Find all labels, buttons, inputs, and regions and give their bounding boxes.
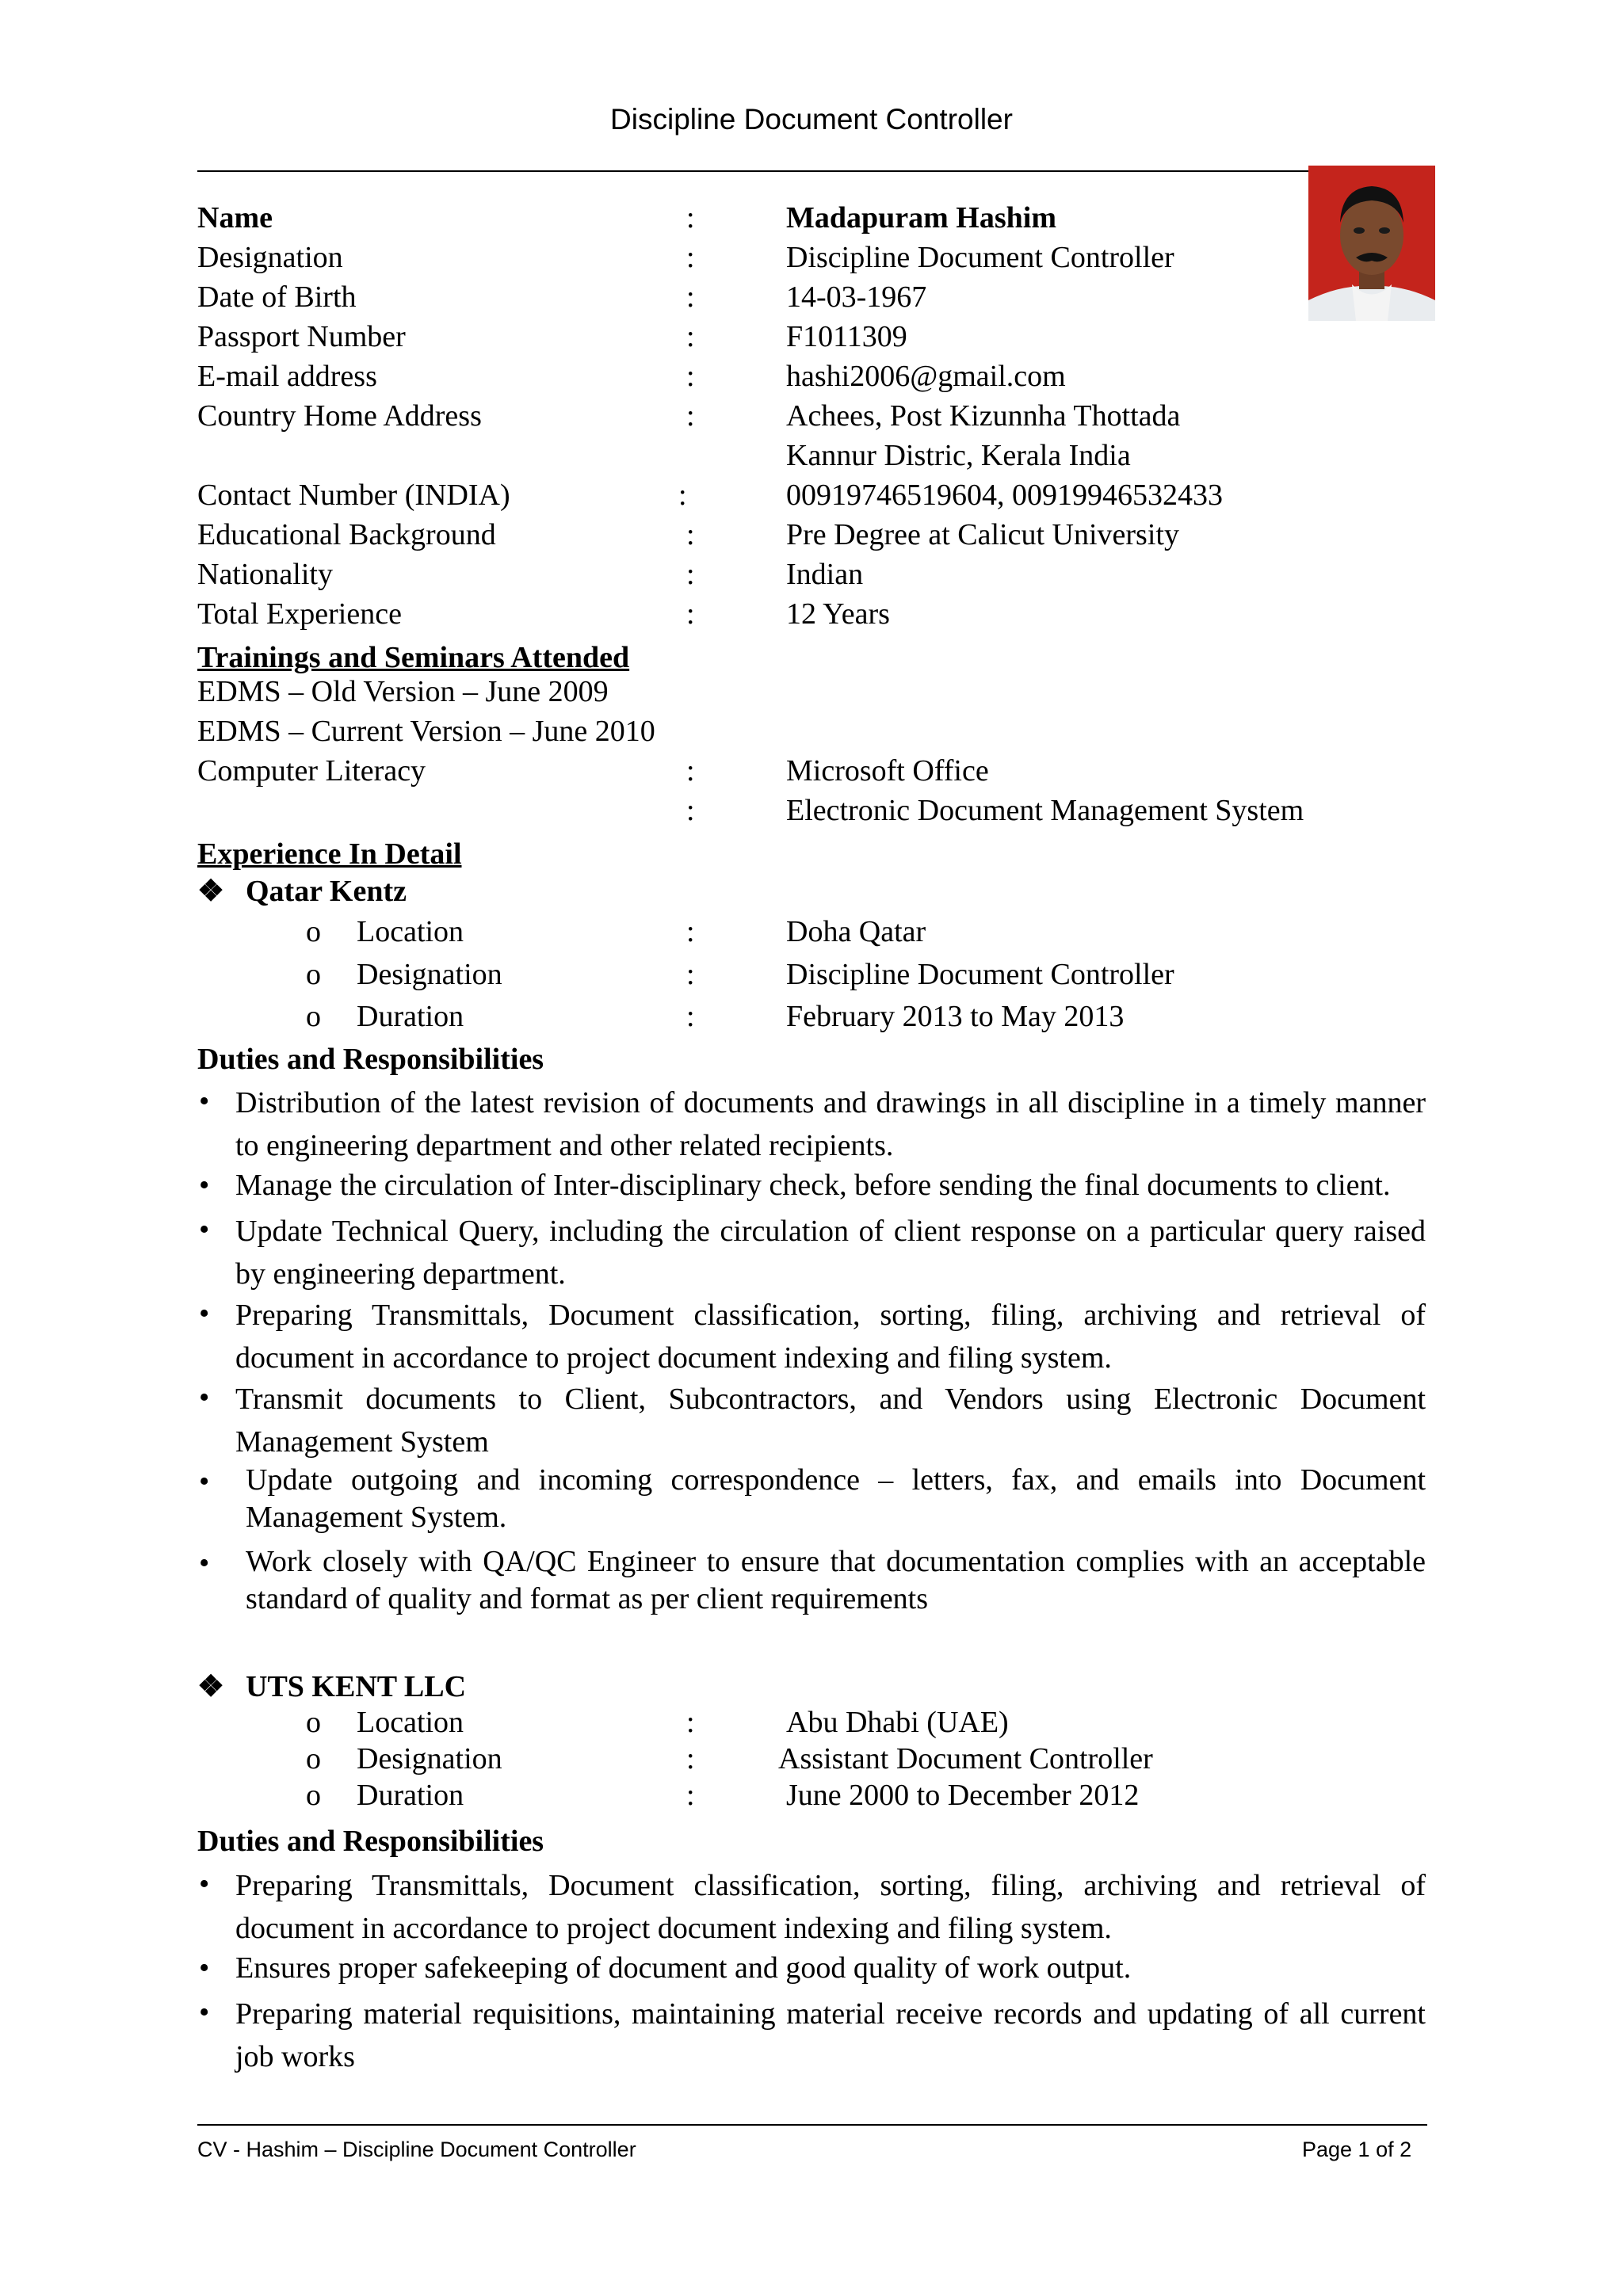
personal-value: F1011309 xyxy=(786,320,907,353)
duty-item: Manage the circulation of Inter-disciplinary check, before sending the final documents to client. xyxy=(235,1169,1391,1202)
profile-photo xyxy=(1308,166,1435,321)
duty-item: Update outgoing and incoming correspondence – letters, fax, and emails into Document Management System. xyxy=(246,1463,1426,1534)
dot-bullet-icon: • xyxy=(199,1867,210,1901)
personal-value: Madapuram Hashim xyxy=(786,201,1056,235)
circle-bullet-icon: o xyxy=(306,1000,321,1033)
page-header-title: Discipline Document Controller xyxy=(610,103,1013,135)
dot-bullet-icon: • xyxy=(199,1465,210,1498)
duty-item: Update Technical Query, including the circulation of client response on a particular query raised by engineering department. xyxy=(235,1215,1426,1291)
personal-label: Designation xyxy=(197,241,343,274)
personal-label: Educational Background xyxy=(197,518,496,551)
company-name: UTS KENT LLC xyxy=(246,1670,467,1703)
duties-heading: Duties and Responsibilities xyxy=(197,1043,544,1076)
training-item: EDMS – Current Version – June 2010 xyxy=(197,715,655,748)
experience-heading: Experience In Detail xyxy=(197,837,462,871)
colon: : xyxy=(686,241,695,274)
colon: : xyxy=(686,1742,695,1775)
circle-bullet-icon: o xyxy=(306,1779,321,1812)
duty-item: Preparing material requisitions, maintaining material receive records and updating of all current job works xyxy=(235,1997,1426,2073)
personal-value: 12 Years xyxy=(786,597,890,631)
colon: : xyxy=(686,597,695,631)
personal-value: 00919746519604, 00919946532433 xyxy=(786,479,1223,512)
circle-bullet-icon: o xyxy=(306,915,321,948)
circle-bullet-icon: o xyxy=(306,1742,321,1775)
colon: : xyxy=(686,1000,695,1033)
duty-item: Transmit documents to Client, Subcontractors, and Vendors using Electronic Document Management System xyxy=(235,1383,1426,1459)
dot-bullet-icon: • xyxy=(199,1951,210,1985)
dot-bullet-icon: • xyxy=(199,1213,210,1246)
duties-heading: Duties and Responsibilities xyxy=(197,1825,544,1858)
detail-value: February 2013 to May 2013 xyxy=(786,1000,1125,1033)
diamond-bullet-icon: ❖ xyxy=(197,1670,225,1703)
dot-bullet-icon: • xyxy=(199,1381,210,1414)
colon: : xyxy=(686,915,695,948)
personal-label: Contact Number (INDIA) xyxy=(197,479,510,512)
company-name: Qatar Kentz xyxy=(246,875,407,908)
header-divider xyxy=(197,170,1308,172)
personal-label: Name xyxy=(197,201,273,235)
detail-label: Location xyxy=(357,1706,464,1739)
personal-label: Passport Number xyxy=(197,320,406,353)
personal-value: Discipline Document Controller xyxy=(786,241,1174,274)
detail-value: Assistant Document Controller xyxy=(778,1742,1153,1775)
dot-bullet-icon: • xyxy=(199,1085,210,1118)
personal-value: Pre Degree at Calicut University xyxy=(786,518,1179,551)
training-item: EDMS – Old Version – June 2009 xyxy=(197,675,609,708)
personal-value: Indian xyxy=(786,558,864,591)
personal-value-line2: Kannur Distric, Kerala India xyxy=(786,439,1131,472)
dot-bullet-icon: • xyxy=(199,1297,210,1330)
duty-item: Preparing Transmittals, Document classification, sorting, filing, archiving and retrieval of document in accordance to project document indexing and filing system. xyxy=(235,1869,1426,1945)
circle-bullet-icon: o xyxy=(306,958,321,991)
colon: : xyxy=(686,518,695,551)
footer-page-number: Page 1 of 2 xyxy=(1302,2138,1412,2161)
footer-document-title: CV - Hashim – Discipline Document Controller xyxy=(197,2138,636,2161)
colon: : xyxy=(686,320,695,353)
duty-item: Work closely with QA/QC Engineer to ensure that documentation complies with an acceptable standard of quality and format as per client requirements xyxy=(246,1545,1426,1615)
computer-literacy-label: Computer Literacy xyxy=(197,754,426,788)
colon: : xyxy=(678,479,687,512)
personal-value: hashi2006@gmail.com xyxy=(786,360,1066,393)
duty-item: Preparing Transmittals, Document classification, sorting, filing, archiving and retrieval of document in accordance to project document indexing and filing system. xyxy=(235,1299,1426,1375)
profile-photo-image xyxy=(1308,166,1435,321)
colon: : xyxy=(686,958,695,991)
detail-value: Discipline Document Controller xyxy=(786,958,1174,991)
colon: : xyxy=(686,201,695,235)
diamond-bullet-icon: ❖ xyxy=(197,875,225,908)
colon: : xyxy=(686,399,695,433)
duty-item: Distribution of the latest revision of documents and drawings in all discipline in a timely manner to engineering department and other related recipients. xyxy=(235,1086,1426,1162)
detail-label: Duration xyxy=(357,1779,464,1812)
personal-value: Achees, Post Kizunnha Thottada xyxy=(786,399,1181,433)
colon: : xyxy=(686,558,695,591)
personal-label: Total Experience xyxy=(197,597,402,631)
dot-bullet-icon: • xyxy=(199,1996,210,2029)
colon: : xyxy=(686,360,695,393)
detail-label: Designation xyxy=(357,1742,502,1775)
colon: : xyxy=(686,794,695,827)
personal-label: Country Home Address xyxy=(197,399,482,433)
detail-label: Designation xyxy=(357,958,502,991)
personal-label: E-mail address xyxy=(197,360,377,393)
footer-divider xyxy=(197,2124,1427,2126)
colon: : xyxy=(686,280,695,314)
circle-bullet-icon: o xyxy=(306,1706,321,1739)
detail-value: June 2000 to December 2012 xyxy=(786,1779,1140,1812)
detail-label: Location xyxy=(357,915,464,948)
trainings-heading: Trainings and Seminars Attended xyxy=(197,641,630,674)
personal-label: Nationality xyxy=(197,558,333,591)
personal-value: 14-03-1967 xyxy=(786,280,927,314)
duty-item: Ensures proper safekeeping of document and good quality of work output. xyxy=(235,1951,1132,1985)
detail-value: Doha Qatar xyxy=(786,915,926,948)
detail-label: Duration xyxy=(357,1000,464,1033)
colon: : xyxy=(686,754,695,788)
detail-value: Abu Dhabi (UAE) xyxy=(786,1706,1009,1739)
colon: : xyxy=(686,1779,695,1812)
personal-label: Date of Birth xyxy=(197,280,357,314)
dot-bullet-icon: • xyxy=(199,1169,210,1202)
colon: : xyxy=(686,1706,695,1739)
computer-literacy-value: Microsoft Office xyxy=(786,754,989,788)
computer-literacy-value: Electronic Document Management System xyxy=(786,794,1304,827)
dot-bullet-icon: • xyxy=(199,1547,210,1580)
